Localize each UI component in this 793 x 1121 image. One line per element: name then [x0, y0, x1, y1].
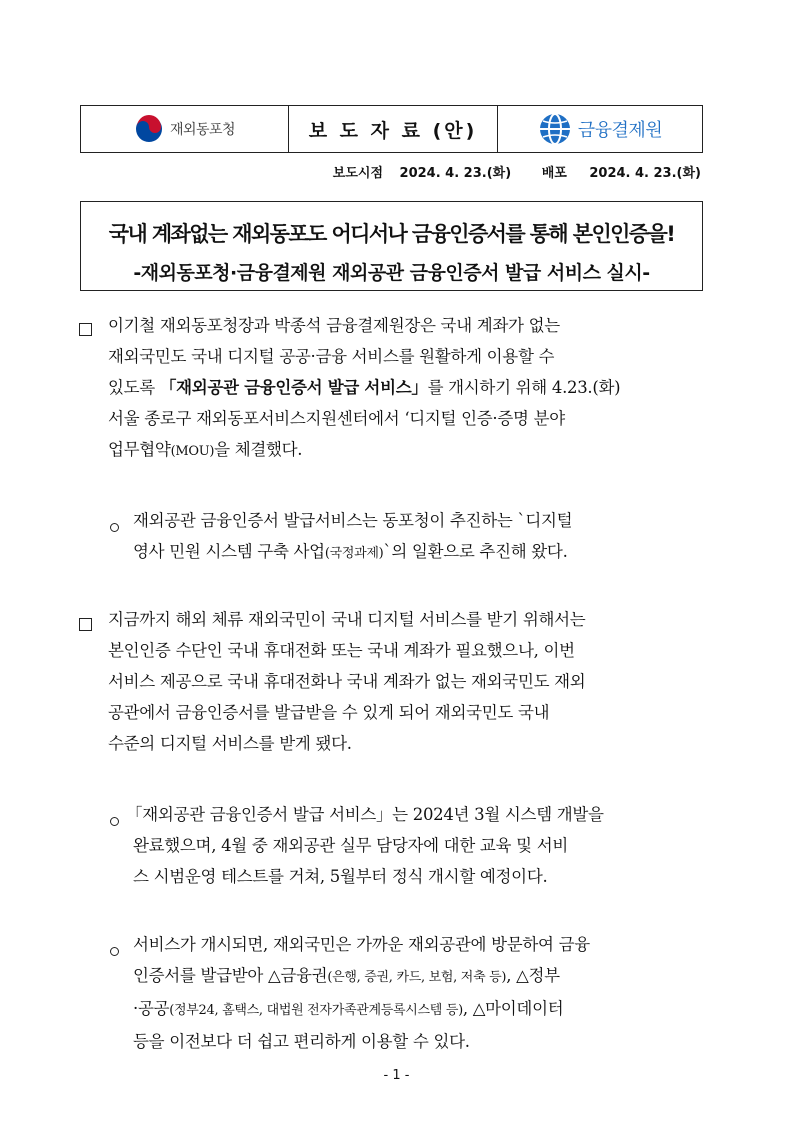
distribution-date: 2024. 4. 23.(화): [589, 166, 701, 181]
p2-line: 공관에서 금융인증서를 발급받을 수 있게 되어 재외국민도 국내: [108, 703, 550, 722]
p2-sub2-l2a: 인증서를 발급받아 △금융권: [133, 966, 328, 985]
p2-sub2-l3a: ·공공: [133, 999, 170, 1018]
taeguk-logo-icon: [134, 114, 164, 144]
headline-main: 국내 계좌없는 재외동포도 어디서나 금융인증서를 통해 본인인증을!: [108, 222, 675, 246]
header-right-cell: [498, 106, 702, 152]
p2-sub2-l3c: , △마이데이터: [462, 999, 564, 1018]
circle-bullet-icon: [110, 811, 119, 830]
header-left-cell: [81, 106, 289, 152]
p1-sub-l2c: `의 일환으로 추진해 왔다.: [383, 542, 568, 561]
paragraph-2-sub-2: [133, 929, 718, 1057]
p2-sub1-line: 스 시범운영 테스트를 거쳐, 5월부터 정식 개시할 예정이다.: [133, 867, 548, 886]
p2-sub2-l3b: (정부24, 홈택스, 대법원 전자가족관계등록시스템 등): [169, 1003, 463, 1018]
header-table: [80, 105, 703, 153]
page-number: - 1 -: [383, 1068, 410, 1083]
paragraph-1-sub: [133, 505, 718, 569]
circle-bullet-icon: [110, 941, 119, 960]
p1-sub-line: 재외공관 금융인증서 발급서비스는 동포청이 추진하는 `디지털: [133, 511, 573, 530]
p1-sub-l2b: (국정과제): [324, 546, 384, 561]
headline-sub: -재외동포청·금융결제원 재외공관 금융인증서 발급 서비스 실시-: [133, 262, 650, 284]
p2-sub2-l2c: , △정부: [506, 966, 560, 985]
p2-line: 서비스 제공으로 국내 휴대전화나 국내 계좌가 없는 재외국민도 재외: [108, 672, 586, 691]
square-bullet-icon: [79, 321, 92, 340]
p2-sub1-line: 완료했으며, 4월 중 재외공관 실무 담당자에 대한 교육 및 서비: [133, 836, 568, 855]
p1-l3a: 있도록: [108, 378, 160, 397]
p1-l5a: 업무협약: [108, 440, 171, 459]
release-label: 보도시점: [332, 166, 383, 181]
release-date: 2024. 4. 23.(화): [399, 166, 512, 181]
p1-line: [108, 372, 718, 403]
header-mid-cell: [289, 106, 498, 152]
circle-bullet-icon: [110, 517, 119, 536]
p1-line: 서울 종로구 재외동포서비스지원센터에서 ‘디지털 인증·증명 분야: [108, 409, 565, 428]
p2-sub2-line: [133, 960, 718, 993]
p2-sub2-line: [133, 993, 718, 1026]
paragraph-2: [108, 604, 718, 759]
p1-l3c: 를 개시하기 위해 4.23.(화): [427, 378, 621, 397]
p2-line: 본인인증 수단인 국내 휴대전화 또는 국내 계좌가 필요했으나, 이번: [108, 641, 575, 660]
paragraph-2-sub-1: [126, 799, 718, 892]
release-info: [327, 162, 701, 181]
headline-box: [80, 201, 703, 291]
p1-line: 재외국민도 국내 디지털 공공·금융 서비스를 원활하게 이용할 수: [108, 347, 555, 366]
p2-line: 지금까지 해외 체류 재외국민이 국내 디지털 서비스를 받기 위해서는: [108, 610, 586, 629]
p1-l5b: (MOU): [170, 444, 215, 459]
p1-sub-l2a: 영사 민원 시스템 구축 사업: [133, 542, 325, 561]
p2-sub1-line: 「재외공관 금융인증서 발급 서비스」는 2024년 3월 시스템 개발을: [126, 805, 604, 824]
p2-sub2-line: 서비스가 개시되면, 재외국민은 가까운 재외공관에 방문하여 금융: [133, 935, 590, 954]
kftc-logo-icon: [538, 112, 572, 146]
p1-l5c: 을 체결했다.: [214, 440, 303, 459]
left-org-name: 재외동포청: [169, 122, 236, 138]
p2-line: 수준의 디지털 서비스를 받게 됐다.: [108, 734, 352, 753]
p1-line: [108, 434, 718, 467]
service-name-emphasis: 「재외공관 금융인증서 발급 서비스」: [159, 378, 428, 397]
p2-sub2-line: 등을 이전보다 더 쉽고 편리하게 이용할 수 있다.: [133, 1032, 470, 1051]
right-org-name: 금융결제원: [577, 120, 663, 141]
p2-sub2-l2b: (은행, 증권, 카드, 보험, 저축 등): [327, 970, 507, 985]
press-release-title: 보 도 자 료 (안): [308, 119, 478, 142]
square-bullet-icon: [79, 616, 92, 635]
distribution-label: 배포: [541, 166, 567, 181]
p1-sub-line: [133, 536, 718, 569]
paragraph-1: [108, 310, 718, 467]
p1-line: 이기철 재외동포청장과 박종석 금융결제원장은 국내 계좌가 없는: [108, 316, 560, 335]
